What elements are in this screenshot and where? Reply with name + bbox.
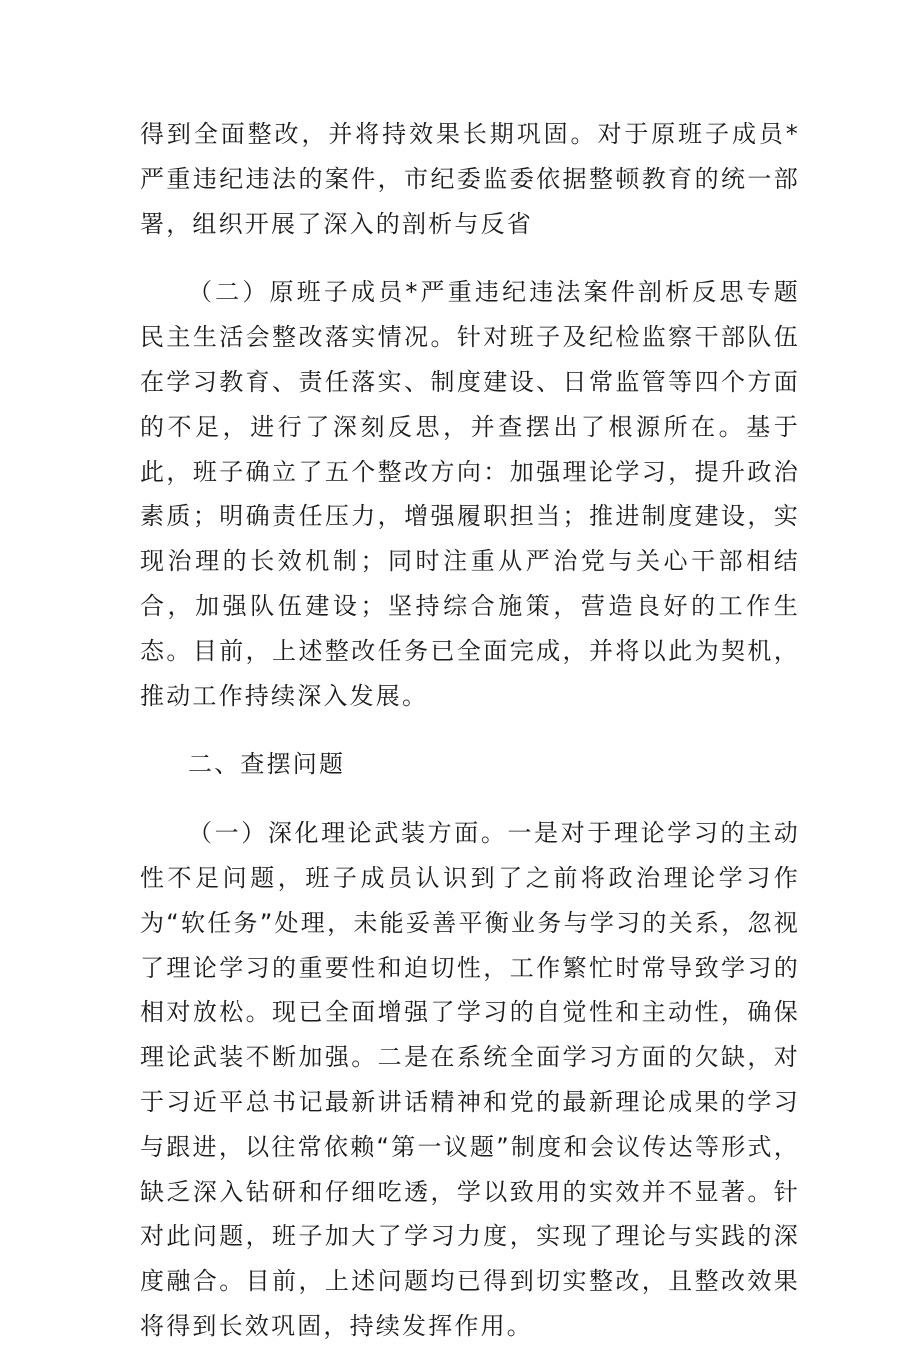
paragraph-section-two-rectification: （二）原班子成员*严重违纪违法案件剖析反思专题民主生活会整改落实情况。针对班子及纪检监察干部队伍在学习教育、责任落实、制度建设、日常监管等四个方面的不足，进行了深刻反思，并查摆出了根源所在。基于此，班子确立了五个整改方向：加强理论学习，提升政治素质；明确责任压力，增强履职担当；推进制度建设，实现治理的长效机制；同时注重从严治党与关心干部相结合，加强队伍建设；坚持综合施策，营造良好的工作生态。目前，上述整改任务已全面完成，并将以此为契机，推动工作持续深入发展。 xyxy=(140,278,800,710)
section-heading-problems: 二、查摆问题 xyxy=(188,750,346,779)
document-body xyxy=(140,112,800,1349)
paragraph-theory-study: （一）深化理论武装方面。一是对于理论学习的主动性不足问题，班子成员认识到了之前将政治理论学习作为“软任务”处理，未能妥善平衡业务与学习的关系，忽视了理论学习的重要性和迫切性，工作繁忙时常导致学习的相对放松。现已全面增强了学习的自觉性和主动性，确保理论武装不断加强。二是在系统全面学习方面的欠缺，对于习近平总书记最新讲话精神和党的最新理论成果的学习与跟进，以往常依赖“第一议题”制度和会议传达等形式，缺乏深入钻研和仔细吃透，学以致用的实效并不显著。针对此问题，班子加大了学习力度，实现了理论与实践的深度融合。目前，上述问题均已得到切实整改，且整改效果将得到长效巩固，持续发挥作用。 xyxy=(140,819,800,1340)
paragraph-continuation: 得到全面整改，并将持效果长期巩固。对于原班子成员*严重违纪违法的案件，市纪委监委依据整顿教育的统一部署，组织开展了深入的剖析与反省 xyxy=(140,120,800,238)
